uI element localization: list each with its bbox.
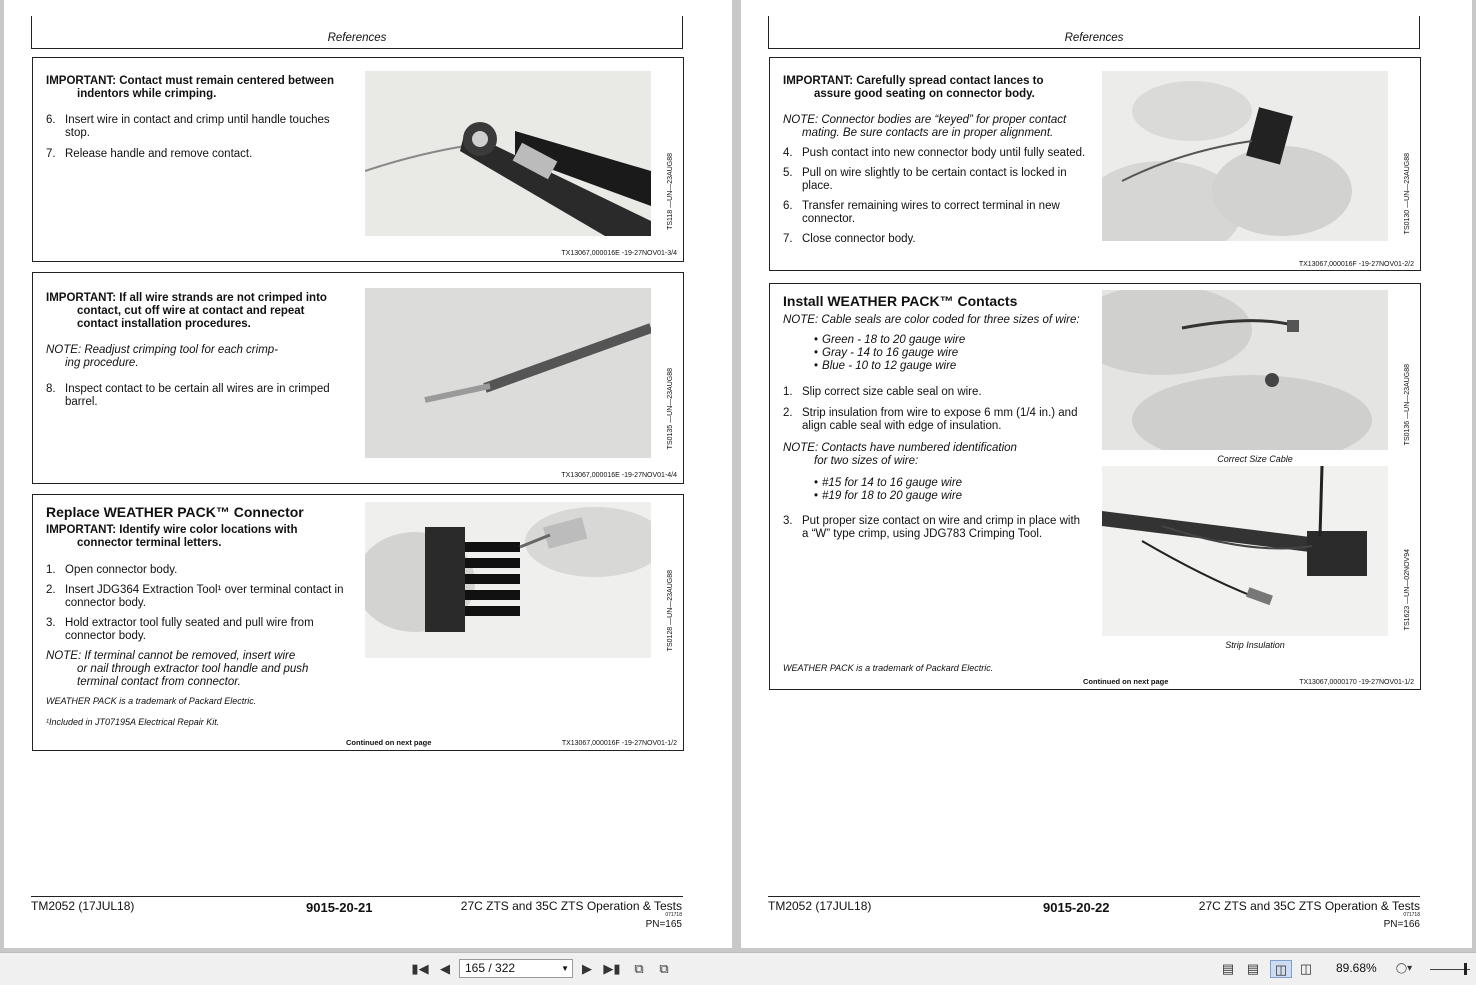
- crimp-tool-strip-photo: [1102, 466, 1388, 636]
- extraction-tool-photo: [365, 502, 651, 658]
- image-id: TS1623 —UN—02NOV94: [1404, 549, 1411, 631]
- step-text: Inspect contact to be certain all wires are in crimped barrel.: [65, 383, 330, 408]
- step-item: [46, 564, 351, 577]
- page-header: [768, 16, 1420, 49]
- step-number: 5.: [783, 167, 793, 179]
- header-text: References: [327, 32, 387, 44]
- manual-id: TM2052 (17JUL18): [31, 899, 135, 913]
- left-document-page: [4, 0, 732, 948]
- right-document-page: [741, 0, 1472, 948]
- two-page-continuous-icon[interactable]: ◫: [1299, 961, 1313, 976]
- inspect-contact-section: [32, 272, 684, 484]
- step-text: Transfer remaining wires to correct terminal in new connector.: [802, 200, 1060, 225]
- replace-connector-section: [32, 494, 684, 751]
- important-note: [783, 75, 1089, 101]
- important-note: [46, 524, 351, 550]
- page-number: 9015-20-22: [1043, 900, 1110, 915]
- trademark-note: WEATHER PACK is a trademark of Packard Electric.: [46, 696, 257, 706]
- page-header: [31, 16, 683, 49]
- continued-note: Continued on next page: [346, 738, 432, 747]
- step-number: 8.: [46, 383, 56, 395]
- cable-seal-list: [783, 334, 1089, 373]
- step-number: 7.: [46, 148, 56, 160]
- connector-hands-photo: [1102, 71, 1388, 241]
- crimped-contact-photo: [365, 288, 651, 458]
- step-item: [46, 383, 346, 409]
- page-indicator-text: 165 / 322: [465, 961, 516, 975]
- note-line: ing procedure.: [65, 357, 139, 369]
- step-text: Release handle and remove contact.: [65, 148, 253, 160]
- step-number: 4.: [783, 147, 793, 159]
- reference-code: TX13067,000016F -19-27NOV01-1/2: [561, 740, 677, 747]
- step-number: 1.: [46, 564, 56, 576]
- seal-color: Blue: [822, 360, 846, 372]
- trademark-note: WEATHER PACK is a trademark of Packard Electric.: [783, 663, 994, 673]
- step-item: [46, 584, 351, 610]
- important-line: IMPORTANT: Contact must remain centered between: [46, 75, 334, 87]
- reference-code: TX13067,000016E -19-27NOV01-4/4: [561, 472, 677, 479]
- step-number: 2.: [46, 584, 56, 596]
- viewer-toolbar: [0, 952, 1476, 985]
- step-item: [783, 515, 1089, 541]
- next-page-icon[interactable]: ▶: [582, 961, 592, 976]
- step-number: 3.: [783, 515, 793, 527]
- pn-number: PN=165: [645, 919, 682, 930]
- date-code: 071718: [665, 912, 682, 918]
- important-line: contact installation procedures.: [77, 318, 251, 330]
- step-item: [783, 200, 1089, 226]
- next-view-icon[interactable]: ⧉: [659, 961, 669, 976]
- note: [783, 114, 1089, 140]
- note: [783, 442, 1089, 468]
- section-title: Install WEATHER PACK™ Contacts: [783, 293, 1018, 309]
- important-line: IMPORTANT: If all wire strands are not crimped into: [46, 292, 327, 304]
- two-page-icon[interactable]: ◫: [1270, 960, 1292, 978]
- note-line: NOTE: Connector bodies are “keyed” for proper contact: [783, 114, 1067, 126]
- list-item: • #15 for 14 to 16 gauge wire: [814, 477, 1089, 490]
- footer-divider: [768, 896, 1420, 897]
- step-item: [46, 148, 346, 161]
- image-id: TS118 —UN—23AUG88: [667, 153, 674, 230]
- continued-note: Continued on next page: [1083, 677, 1169, 686]
- seal-gauge: - 18 to 20 gauge wire: [854, 334, 966, 346]
- step-text: Insert wire in contact and crimp until handle touches stop.: [65, 114, 330, 139]
- header-text: References: [1064, 32, 1124, 44]
- reference-code: TX13067,0000170 -19-27NOV01-1/2: [1299, 679, 1414, 686]
- important-note: [46, 292, 346, 331]
- note-line: NOTE: If terminal cannot be removed, insert wire: [46, 650, 296, 662]
- important-line: contact, cut off wire at contact and repeat: [77, 305, 305, 317]
- contact-id-list: [783, 477, 1089, 503]
- chevron-down-icon: ▼: [561, 964, 569, 973]
- crimping-tool-photo: [365, 71, 651, 236]
- previous-view-icon[interactable]: ⧉: [634, 961, 644, 976]
- reference-code: TX13067,000016E -19-27NOV01-3/4: [561, 250, 677, 257]
- step-text: Close connector body.: [802, 233, 916, 245]
- note: [46, 344, 346, 370]
- important-line: IMPORTANT: Carefully spread contact lances to: [783, 75, 1044, 87]
- zoom-level: 89.68%: [1336, 961, 1377, 975]
- step-text: Insert JDG364 Extraction Tool¹ over terminal contact in connector body.: [65, 584, 344, 609]
- step-text: Push contact into new connector body until fully seated.: [802, 147, 1086, 159]
- step-number: 7.: [783, 233, 793, 245]
- list-item: [814, 334, 1089, 347]
- footnote: ¹Included in JT07195A Electrical Repair Kit.: [46, 717, 220, 727]
- note-line: for two sizes of wire:: [814, 455, 919, 467]
- list-item: • #19 for 18 to 20 gauge wire: [814, 490, 1089, 503]
- step-item: [783, 167, 1089, 193]
- step-number: 2.: [783, 407, 793, 419]
- step-text: Slip correct size cable seal on wire.: [802, 386, 982, 398]
- crimp-contact-section: [32, 57, 684, 262]
- step-item: [46, 617, 351, 643]
- continuous-icon[interactable]: ▤: [1246, 961, 1260, 976]
- last-page-icon[interactable]: ▶▮: [603, 961, 621, 976]
- reference-code: TX13067,000016F -19-27NOV01-2/2: [1298, 261, 1414, 268]
- important-line: IMPORTANT: Identify wire color locations with: [46, 524, 298, 536]
- page-number-select[interactable]: [459, 959, 573, 978]
- image-id: TS0135 —UN—23AUG88: [667, 368, 674, 450]
- step-item: [783, 233, 1089, 246]
- note-line: or nail through extractor tool handle and push: [77, 663, 309, 675]
- step-item: [783, 147, 1089, 160]
- step-number: 3.: [46, 617, 56, 629]
- important-line: connector terminal letters.: [77, 537, 222, 549]
- important-line: indentors while crimping.: [77, 88, 217, 100]
- list-item: [814, 347, 1089, 360]
- image-id: TS0128 —UN—23AUG88: [667, 570, 674, 652]
- manual-title: 27C ZTS and 35C ZTS Operation & Tests: [460, 899, 682, 913]
- install-contacts-section: [769, 283, 1421, 690]
- footer-divider: [31, 896, 683, 897]
- step-item: [46, 114, 346, 140]
- seal-color: Green: [822, 334, 854, 346]
- pn-number: PN=166: [1383, 919, 1420, 930]
- photo-caption: Correct Size Cable: [1217, 454, 1293, 464]
- seal-gauge: - 14 to 16 gauge wire: [846, 347, 959, 359]
- seal-color: Gray: [822, 347, 847, 359]
- previous-page-icon[interactable]: ◀: [440, 961, 450, 976]
- note-line: terminal contact from connector.: [77, 676, 241, 688]
- step-number: 6.: [783, 200, 793, 212]
- note: NOTE: Cable seals are color coded for three sizes of wire:: [783, 314, 1080, 326]
- important-note: [46, 75, 346, 101]
- section-title: Replace WEATHER PACK™ Connector: [46, 504, 304, 520]
- note-line: mating. Be sure contacts are in proper alignment.: [802, 127, 1054, 139]
- step-item: [783, 386, 1089, 399]
- zoom-slider-handle[interactable]: [1464, 963, 1467, 975]
- page-number: 9015-20-21: [306, 900, 373, 915]
- photo-caption: Strip Insulation: [1225, 640, 1285, 650]
- zoom-menu-icon[interactable]: ◯▾: [1395, 963, 1413, 974]
- step-text: Pull on wire slightly to be certain contact is locked in place.: [802, 167, 1067, 192]
- image-id: TS0130 —UN—23AUG88: [1404, 153, 1411, 235]
- important-line: assure good seating on connector body.: [814, 88, 1035, 100]
- step-item: [783, 407, 1089, 433]
- step-number: 1.: [783, 386, 793, 398]
- manual-id: TM2052 (17JUL18): [768, 899, 872, 913]
- cable-seal-photo: [1102, 290, 1388, 450]
- step-text: Strip insulation from wire to expose 6 mm (1/4 in.) and align cable seal with edge of insulation.: [802, 407, 1078, 432]
- manual-title: 27C ZTS and 35C ZTS Operation & Tests: [1198, 899, 1420, 913]
- step-text: Put proper size contact on wire and crimp in place with a “W” type crimp, using JDG783 Crimping Tool.: [802, 515, 1081, 540]
- list-item: [814, 360, 1089, 373]
- single-page-icon[interactable]: ▤: [1221, 961, 1235, 976]
- date-code: 071718: [1403, 912, 1420, 918]
- seal-gauge: - 10 to 12 gauge wire: [845, 360, 957, 372]
- connector-body-section: [769, 57, 1421, 271]
- note-line: NOTE: Readjust crimping tool for each crimp-: [46, 344, 278, 356]
- note: [46, 650, 351, 689]
- note-line: NOTE: Contacts have numbered identification: [783, 442, 1017, 454]
- step-text: Hold extractor tool fully seated and pull wire from connector body.: [65, 617, 314, 642]
- first-page-icon[interactable]: ▮◀: [411, 961, 429, 976]
- step-text: Open connector body.: [65, 564, 178, 576]
- step-number: 6.: [46, 114, 56, 126]
- image-id: TS0136 —UN—23AUG88: [1404, 364, 1411, 446]
